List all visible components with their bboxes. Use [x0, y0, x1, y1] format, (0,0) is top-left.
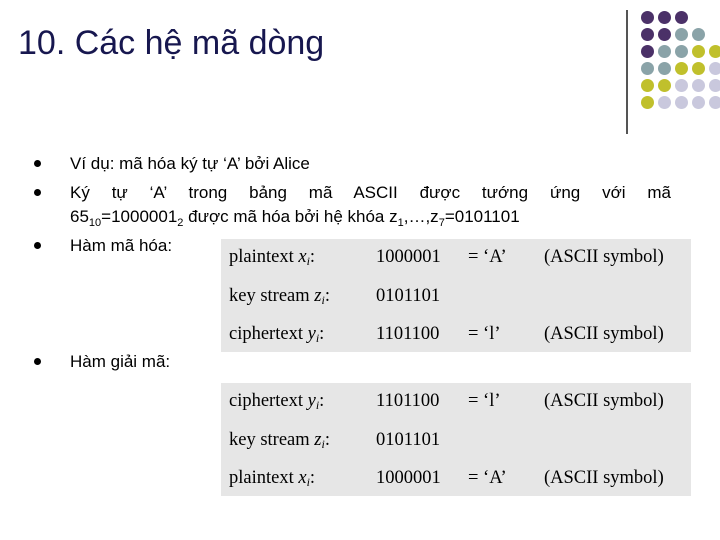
- row-label-text: plaintext: [229, 468, 294, 488]
- table-row: [221, 324, 691, 354]
- decorative-dot: [641, 11, 654, 24]
- variable-subscript: i: [321, 293, 325, 307]
- decorative-dot: [692, 79, 705, 92]
- char-equivalent: = ‘A’: [468, 468, 507, 488]
- row-label: plaintext xi:: [229, 468, 316, 489]
- decorative-dot: [675, 79, 688, 92]
- bullet-decryption-label: Hàm giải mã:: [70, 352, 171, 371]
- bullet-ascii-text-line2: [70, 207, 520, 227]
- subscript: 2: [177, 217, 184, 229]
- decorative-dot: [658, 45, 671, 58]
- table-row: [221, 286, 691, 316]
- decorative-dot: [675, 11, 688, 24]
- row-label: key stream zi:: [229, 430, 330, 451]
- encryption-table: [221, 239, 691, 352]
- bullet-encryption-label: Hàm mã hóa:: [70, 236, 173, 255]
- variable-symbol: y: [307, 324, 316, 344]
- decorative-dot: [675, 62, 688, 75]
- variable-subscript: i: [315, 331, 320, 345]
- decorative-dot: [692, 96, 705, 109]
- variable-subscript: i: [306, 254, 310, 268]
- text-segment: =0101101: [444, 207, 520, 226]
- variable-symbol: z: [314, 430, 322, 450]
- decorative-dot: [641, 62, 654, 75]
- row-label-text: ciphertext: [229, 391, 303, 411]
- text-segment: =1000001: [101, 207, 178, 226]
- bit-value: 0101101: [376, 430, 441, 450]
- symbol-note: (ASCII symbol): [544, 391, 664, 411]
- subscript: 1: [397, 217, 404, 229]
- row-label-text: ciphertext: [229, 324, 303, 344]
- decorative-dot: [692, 62, 705, 75]
- decorative-dot: [692, 28, 705, 41]
- row-label: ciphertext yi:: [229, 324, 325, 345]
- decorative-dot: [641, 79, 654, 92]
- char-equivalent: = ‘l’: [468, 324, 501, 344]
- decorative-dot: [641, 96, 654, 109]
- variable-subscript: i: [306, 475, 310, 489]
- decorative-dot: [709, 45, 720, 58]
- text-segment: ,…,z: [403, 207, 439, 226]
- decorative-dot: [658, 96, 671, 109]
- row-label: key stream zi:: [229, 286, 330, 307]
- decorative-dot: [658, 28, 671, 41]
- decorative-dot: [675, 45, 688, 58]
- text-segment: được mã hóa bởi hệ khóa z: [183, 207, 398, 226]
- variable-symbol: z: [314, 286, 322, 306]
- char-equivalent: = ‘l’: [468, 391, 501, 411]
- bit-value: 1101100: [376, 324, 440, 344]
- decorative-dot: [641, 28, 654, 41]
- row-label-text: key stream: [229, 430, 310, 450]
- decorative-dot: [709, 62, 720, 75]
- variable-symbol: y: [307, 391, 316, 411]
- bullet-dot: [34, 242, 41, 249]
- bullet-dot: [34, 160, 41, 167]
- symbol-note: (ASCII symbol): [544, 247, 664, 267]
- decorative-dot: [675, 96, 688, 109]
- variable-subscript: i: [321, 437, 325, 451]
- char-equivalent: = ‘A’: [468, 247, 507, 267]
- row-label-text: plaintext: [229, 247, 294, 267]
- subscript: 7: [438, 217, 445, 229]
- row-label-text: key stream: [229, 286, 310, 306]
- bullet-dot: [34, 189, 41, 196]
- decorative-dot: [658, 62, 671, 75]
- decorative-dot: [675, 28, 688, 41]
- symbol-note: (ASCII symbol): [544, 468, 664, 488]
- variable-symbol: x: [298, 468, 307, 488]
- decorative-dot: [641, 45, 654, 58]
- decorative-dot: [709, 79, 720, 92]
- table-row: [221, 247, 691, 277]
- variable-subscript: i: [315, 398, 320, 412]
- table-row: [221, 468, 691, 498]
- symbol-note: (ASCII symbol): [544, 324, 664, 344]
- bullet-ascii-text-line1: Ký tự ‘A’ trong bảng mã ASCII được tướng ứng với mã: [70, 183, 671, 202]
- row-label: ciphertext yi:: [229, 391, 325, 412]
- decorative-dot-grid: [0, 0, 720, 120]
- decorative-dot: [709, 96, 720, 109]
- bit-value: 1000001: [376, 468, 441, 488]
- row-label: plaintext xi:: [229, 247, 316, 268]
- bullet-example-text: Ví dụ: mã hóa ký tự ‘A’ bởi Alice: [70, 154, 310, 173]
- table-row: [221, 391, 691, 421]
- slide-title: 10. Các hệ mã dòng: [18, 24, 325, 62]
- decorative-dot: [658, 11, 671, 24]
- decorative-dot: [692, 45, 705, 58]
- decryption-table: [221, 383, 691, 496]
- bullet-dot: [34, 358, 41, 365]
- text-segment: 65: [70, 207, 89, 226]
- subscript: 10: [88, 217, 102, 229]
- bit-value: 0101101: [376, 286, 441, 306]
- divider-line: [626, 10, 628, 134]
- variable-symbol: x: [298, 247, 307, 267]
- bit-value: 1101100: [376, 391, 440, 411]
- decorative-dot: [658, 79, 671, 92]
- table-row: [221, 430, 691, 460]
- bit-value: 1000001: [376, 247, 441, 267]
